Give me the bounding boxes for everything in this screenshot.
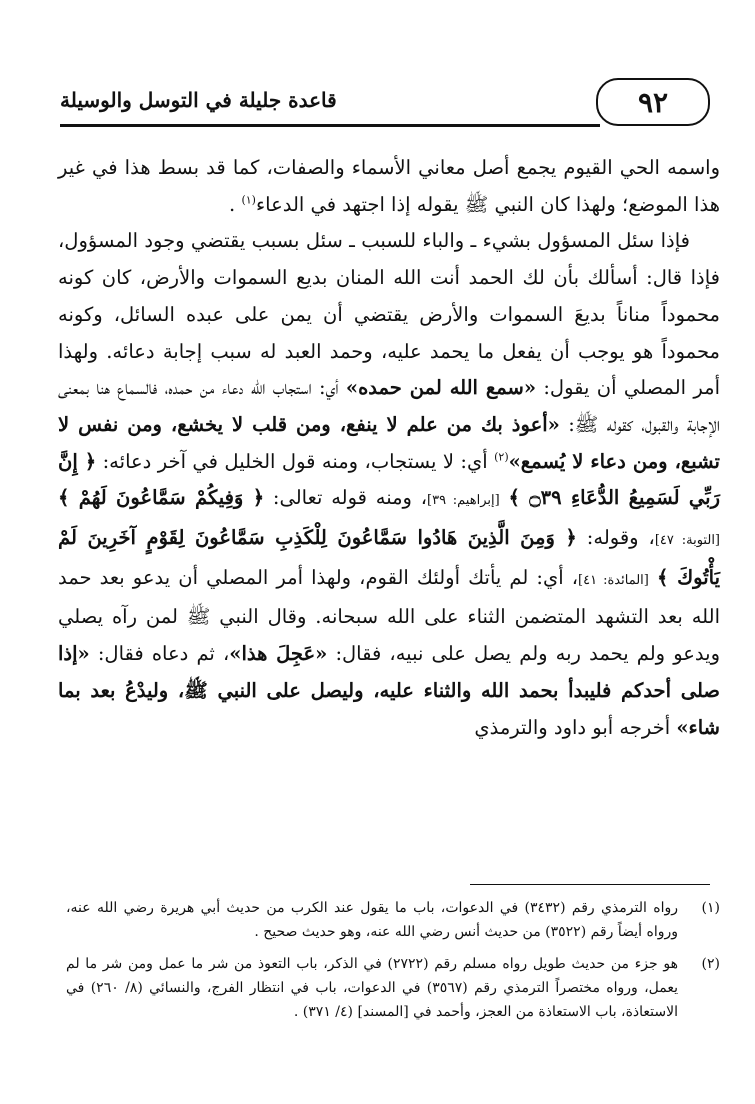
paragraph-2-text-g: ، ثم دعاه فقال: — [89, 642, 230, 666]
quran-verse-3: ﴿ وَمِنَ الَّذِينَ هَادُوا سَمَّاعُونَ لِلْكَذِبِ سَمَّاعُونَ لِقَوْمٍ آخَرِينَ لَمْ يَأْتُوكَ ﴾ — [58, 526, 721, 589]
paragraph-2-text-f: ، أي: لم يأتك أولئك القوم، ولهذا أمر المصلي أن يدعو بعد حمد الله بعد التشهد المتضمن الثناء على الله سبحانه. وقال النبي ﷺ لمن رآه يصلي ويدعو ولم يحمد ربه ولم يصل على نبيه، فقال: — [58, 565, 721, 666]
footnote-divider — [470, 884, 710, 885]
footnote-1 — [66, 896, 720, 944]
paragraph-2-text-a: فإذا سئل المسؤول بشيء ـ والباء للسبب ـ سئل بسبب يقتضي وجود المسؤول، فإذا قال: أسألك بأن لك الحمد أنت الله المنان بديع السموات والأرض، كان كونه محموداً مناناً بديعَ السموات والأرض يقتضي أن يمن على عبده السائل، وكونه محموداً هو يوجب أن يفعل ما يحمد عليه، وحمد العبد له سبب إجابة دعائه. ولهذا أمر المصلي أن يقول: — [58, 229, 720, 400]
header-rule — [60, 124, 600, 127]
footnote-text: هو جزء من حديث طويل رواه مسلم رقم (٢٧٢٢) في الذكر، باب التعوذ من شر ما عمل ومن شر ما لم يعمل، ورواه مختصراً الترمذي رقم (٣٥٦٧) في الدعوات، باب في انتظار الفرج، والنسائي (٨/ ٢٦٠) في الاستعاذة، باب الاستعاذة من العجز، وأحمد في [المسند] (٤/ ٣٧١) . — [66, 956, 678, 1020]
verse-citation-2: [التوبة: ٤٧] — [654, 533, 721, 549]
paragraph-2-text-d: ، ومنه قوله تعالى: — [264, 486, 428, 510]
footnote-ref-1[interactable]: (١) — [241, 193, 256, 207]
footnote-ref-2[interactable]: (٢) — [494, 450, 509, 464]
paragraph-1 — [58, 150, 720, 223]
verse-citation-1: [إبراهيم: ٣٩] — [427, 493, 500, 509]
page-number: ٩٢ — [596, 78, 710, 126]
footnote-text: رواه الترمذي رقم (٣٤٣٢) في الدعوات، باب ما يقول عند الكرب من حديث أبي هريرة رضي الله عنه، ورواه أيضاً رقم (٣٥٢٢) من حديث أنس رضي الله عنه، وهو حديث صحيح . — [66, 900, 678, 940]
paragraph-2-text-c: أي: لا يستجاب، ومنه قول الخليل في آخر دعائه: — [96, 449, 495, 473]
paragraph-1-end: . — [229, 192, 242, 216]
quote-sami-allah: «سمع الله لمن حمده» — [345, 376, 537, 400]
paragraph-2-text-e: ، وقوله: — [576, 526, 655, 550]
hadith-audhu: «أعوذ بك من علم لا ينفع، ومن قلب لا يخشع، ومن نفس لا تشبع، ومن دعاء لا يُسمع» — [58, 412, 720, 473]
footnotes — [66, 896, 720, 1032]
paragraph-1-text: واسمه الحي القيوم يجمع أصل معاني الأسماء والصفات، كما قد بسط هذا في غير هذا الموضع؛ ولهذا كان النبي ﷺ يقوله إذا اجتهد في الدعاء — [58, 156, 720, 216]
paragraph-2-text-h: أخرجه أبو داود والترمذي — [474, 715, 677, 739]
paragraph-2-text-b: أي: استجاب الله دعاء من حمده، فالسماع هنا بمعنى الإجابة والقبول، كقوله ﷺ: — [58, 376, 720, 436]
main-text — [58, 150, 720, 746]
footnote-2 — [66, 952, 720, 1024]
quote-ajila-hatha: «عَجِلَ هذا» — [229, 642, 328, 666]
quran-verse-2: ﴿ وَفِيكُمْ سَمَّاعُونَ لَهُمْ ﴾ — [58, 486, 265, 510]
page-header — [60, 78, 720, 130]
paragraph-2 — [58, 223, 720, 746]
running-title: قاعدة جليلة في التوسل والوسيلة — [60, 88, 337, 112]
footnote-number: (٢) — [701, 956, 720, 972]
hadith-idha-salla: «إذا صلى أحدكم فليبدأ بحمد الله والثناء عليه، وليصل على النبي ﷺ، وليدْعُ بعد بما شاء» — [58, 642, 720, 739]
verse-citation-3: [المائدة: ٤١] — [578, 572, 649, 588]
footnote-number: (١) — [701, 900, 720, 916]
quran-verse-1: ﴿ إِنَّ رَبِّي لَسَمِيعُ الدُّعَاءِ ۝٣٩ ﴾ — [58, 449, 721, 510]
